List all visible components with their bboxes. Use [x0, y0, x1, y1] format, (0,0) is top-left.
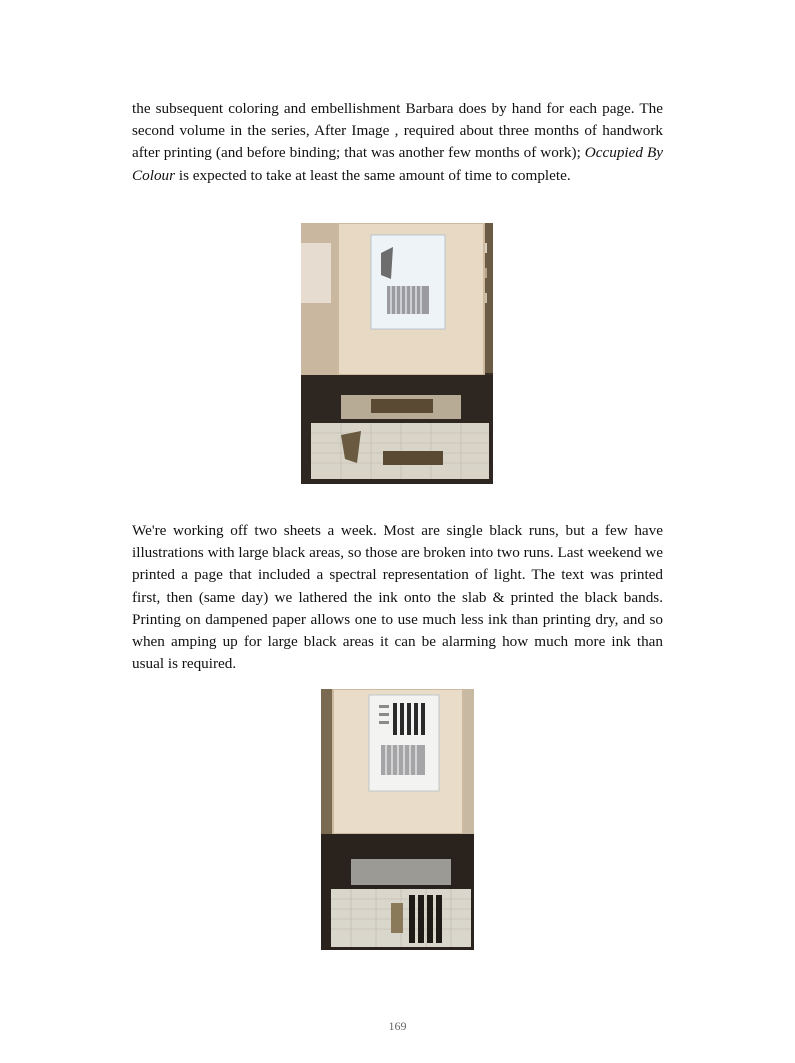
- paragraph-1-text-end: is expected to take at least the same amount of time to complete.: [175, 166, 571, 184]
- paragraph-2: We're working off two sheets a week. Most are single black runs, but a few have illustrations with large black areas, so those are broken into two runs. Last weekend we printed a page that included a spectral representation of light. The text was printed first, then (same day) we lathered the ink onto the slab & printed the black bands. Printing on dampened paper allows one to use much less ink than printing dry, and so when amping up for large black areas it can be alarming how much more ink than usual is required.: [132, 522, 663, 673]
- press-photo-2: [321, 689, 474, 950]
- paragraph-1: [132, 98, 663, 187]
- page-number: 169: [388, 1019, 407, 1033]
- book-title-italic: Occupied By Colour: [132, 144, 663, 184]
- paragraph-1-text-start: the subsequent coloring and embellishment Barbara does by hand for each page. The second volume in the series, After Image , required about three months of handwork after printing (and before binding; that was another few months of work);: [132, 100, 663, 162]
- press-photo-1: [301, 223, 493, 484]
